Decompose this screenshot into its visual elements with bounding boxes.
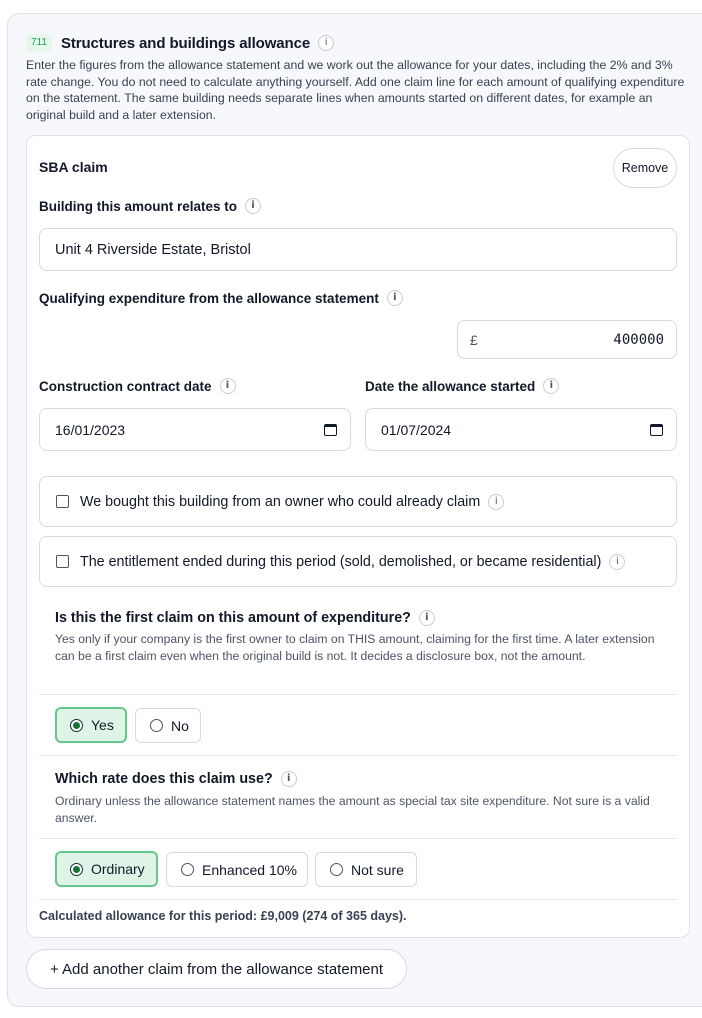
radio-unselected[interactable] (181, 863, 194, 876)
option-label: No (171, 717, 189, 734)
building-input-value: Unit 4 Riverside Estate, Bristol (55, 241, 251, 258)
start-date-input[interactable] (365, 408, 677, 451)
bought-from-owner-option[interactable] (39, 476, 677, 527)
option-label: Ordinary (91, 861, 145, 877)
divider (39, 838, 677, 839)
calculated-allowance: Calculated allowance for this period: £9,009 (274 of 365 days). (39, 909, 407, 923)
currency-symbol: £ (470, 331, 478, 348)
contract-date-label (39, 378, 236, 394)
entitlement-ended-option[interactable] (39, 536, 677, 587)
option-label: Enhanced 10% (202, 861, 297, 878)
calendar-icon[interactable] (650, 424, 663, 436)
expenditure-label (39, 290, 403, 306)
contract-date-value: 16/01/2023 (55, 421, 126, 438)
first-claim-yes-option[interactable] (55, 707, 127, 743)
expenditure-label-text: Qualifying expenditure from the allowance statement (39, 290, 379, 306)
rate-help: Ordinary unless the allowance statement names the amount as special tax site expenditure. Not sure is a valid answer. (55, 794, 650, 825)
info-icon[interactable]: i (609, 554, 625, 570)
sba-claim-card (26, 135, 690, 938)
expenditure-input-value: 400000 (613, 331, 664, 348)
info-icon[interactable]: i (220, 378, 236, 394)
building-label-text: Building this amount relates to (39, 198, 238, 214)
rate-question-text: Which rate does this claim use? (55, 771, 273, 787)
bought-label: We bought this building from an owner who could already claim (80, 493, 481, 510)
section-header (26, 33, 334, 53)
ended-checkbox[interactable] (56, 555, 69, 568)
divider (39, 755, 677, 756)
rate-not-sure-option[interactable] (315, 852, 417, 887)
divider (39, 694, 677, 695)
info-icon[interactable]: i (318, 35, 334, 51)
section-title: Structures and buildings allowance (60, 34, 311, 52)
add-claim-button[interactable]: + Add another claim from the allowance statement (26, 949, 407, 989)
contract-date-label-text: Construction contract date (39, 378, 212, 394)
section-intro: Enter the figures from the allowance statement and we work out the allowance for your dates, including the 2% and 3% rate change. You do not need to calculate anything yourself. Add one claim line for each amount of qualifying expenditure on the statement. The same building needs separate lines when amounts started on different dates, for example an original build and a later extension. (26, 58, 685, 122)
claim-title: SBA claim (39, 159, 108, 175)
divider (39, 899, 677, 900)
rate-question (55, 771, 297, 787)
start-date-label-text: Date the allowance started (365, 378, 536, 394)
info-icon[interactable]: i (387, 290, 403, 306)
radio-selected[interactable] (70, 719, 83, 732)
first-claim-question (55, 610, 435, 626)
bought-checkbox[interactable] (56, 495, 69, 508)
radio-selected[interactable] (70, 863, 83, 876)
info-icon[interactable]: i (281, 771, 297, 787)
info-icon[interactable]: i (245, 198, 261, 214)
ended-label: The entitlement ended during this period (sold, demolished, or became residential) (80, 553, 602, 570)
first-claim-question-text: Is this the first claim on this amount of expenditure? (55, 610, 411, 626)
contract-date-input[interactable] (39, 408, 351, 451)
rate-enhanced-option[interactable] (166, 852, 308, 887)
start-date-value: 01/07/2024 (381, 421, 452, 438)
section-code-badge: 711 (26, 34, 52, 52)
info-icon[interactable]: i (543, 378, 559, 394)
info-icon[interactable]: i (419, 610, 435, 626)
building-label (39, 198, 261, 214)
option-label: Not sure (351, 861, 404, 878)
first-claim-no-option[interactable] (135, 708, 201, 743)
info-icon[interactable]: i (488, 494, 504, 510)
radio-unselected[interactable] (150, 719, 163, 732)
remove-claim-button[interactable]: Remove (613, 148, 677, 188)
expenditure-input[interactable] (457, 320, 677, 359)
radio-unselected[interactable] (330, 863, 343, 876)
building-input[interactable] (39, 228, 677, 271)
start-date-label (365, 378, 559, 394)
first-claim-help: Yes only if your company is the first owner to claim on THIS amount, claiming for the first time. A later extension can be a first claim even when the original build is not. It decides a disclosure box, not the amount. (55, 632, 655, 663)
option-label: Yes (91, 717, 114, 733)
calendar-icon[interactable] (324, 424, 337, 436)
rate-ordinary-option[interactable] (55, 851, 158, 887)
